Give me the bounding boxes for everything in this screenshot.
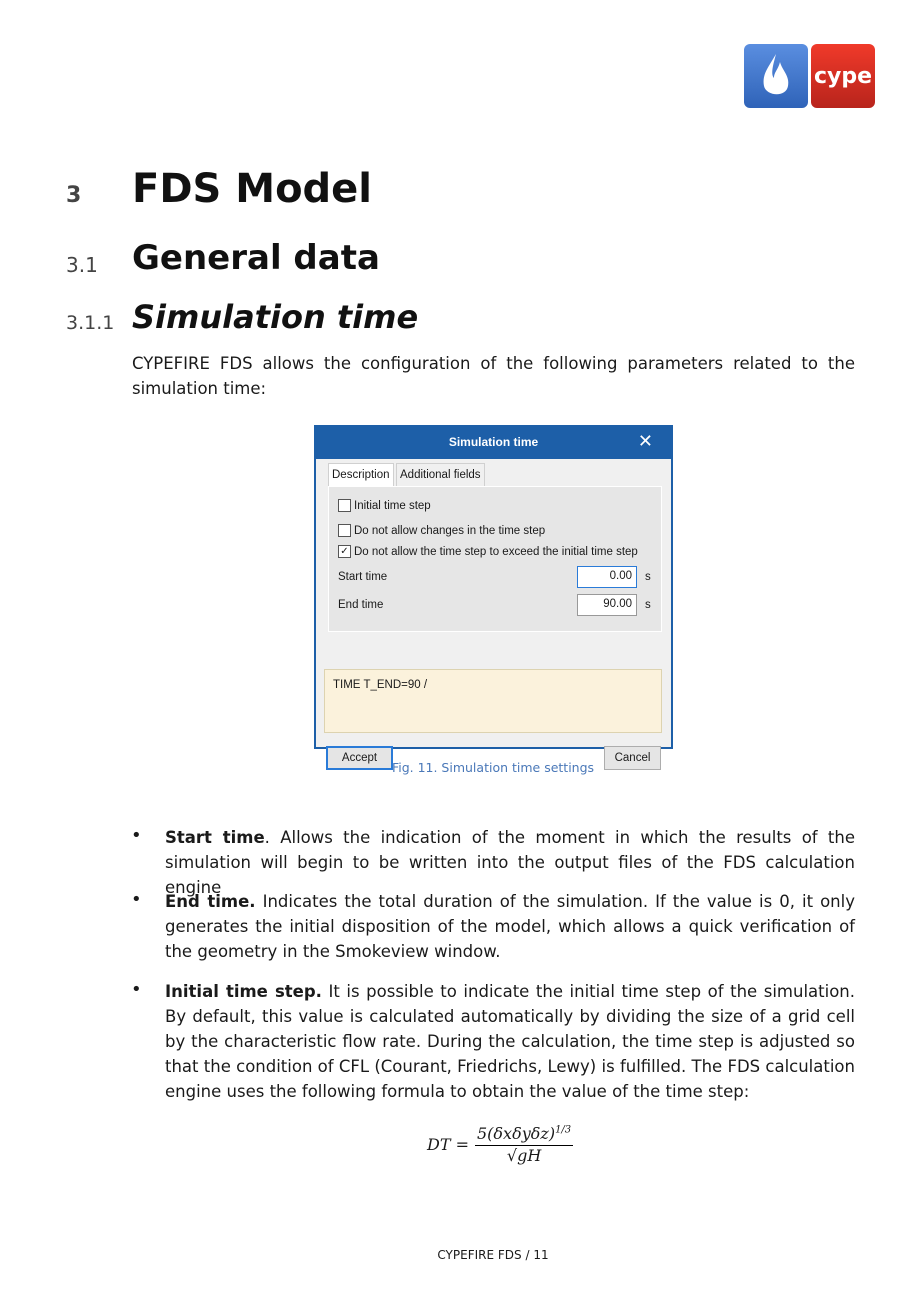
time-step-formula: DT = $\frac{5(\delta x\delta y\delta z)^{1/3}}{√gH}$ bbox=[427, 1124, 572, 1165]
start-time-input[interactable]: 0.00 bbox=[577, 566, 637, 588]
accept-button[interactable]: Accept bbox=[326, 746, 393, 770]
fds-code-preview: TIME T_END=90 / bbox=[324, 669, 662, 733]
list-item: • Start time. Allows the indication of the moment in which the results of the simulation will begin to be written into the output files of the FDS calculation engine bbox=[131, 825, 855, 897]
page-footer: CYPEFIRE FDS / 11 bbox=[437, 1248, 549, 1262]
start-time-label: Start time bbox=[338, 571, 388, 583]
chapter-title: FDS Model bbox=[132, 166, 373, 212]
simulation-time-dialog bbox=[314, 425, 673, 764]
heading-number: 3 bbox=[66, 183, 82, 208]
subsection-title: Simulation time bbox=[132, 298, 419, 336]
heading-number: 3.1 bbox=[66, 253, 98, 277]
heading-number: 3.1.1 bbox=[66, 312, 115, 334]
end-time-label: End time bbox=[338, 599, 384, 611]
cancel-button[interactable]: Cancel bbox=[604, 746, 661, 770]
cype-logo: cype bbox=[811, 44, 875, 108]
close-icon[interactable]: ✕ bbox=[637, 431, 653, 451]
checkbox-icon bbox=[338, 524, 351, 537]
checkbox-icon bbox=[338, 499, 351, 512]
list-item: • Initial time step. It is possible to indicate the initial time step of the simulation. By default, this value is calculated automatically by dividing the size of a grid cell by the characteristic flow rate. During the calculation, the time step is adjusted so that the condition of CFL (Courant, Friedrichs, Lewy) is fulfilled. The FDS calculation engine uses the following formula to obtain the value of the time step: bbox=[131, 979, 856, 1101]
dialog-title: Simulation time bbox=[448, 435, 539, 449]
end-time-input[interactable]: 90.00 bbox=[577, 594, 637, 616]
tab-description[interactable]: Description bbox=[328, 463, 394, 486]
unit-label: s bbox=[645, 571, 651, 583]
list-item: • End time. Indicates the total duration of the simulation. If the value is 0, it only generates the initial disposition of the model, which allows a quick verification of the geometry in the Smokeview window. bbox=[131, 889, 855, 961]
tab-additional-fields[interactable]: Additional fields bbox=[396, 463, 485, 487]
intro-paragraph: CYPEFIRE FDS allows the configuration of the following parameters related to the simulation time: bbox=[132, 354, 855, 398]
section-title: General data bbox=[132, 238, 380, 278]
unit-label: s bbox=[645, 599, 651, 611]
flame-icon bbox=[744, 44, 808, 108]
no-changes-checkbox[interactable]: Do not allow changes in the time step bbox=[338, 524, 545, 537]
checkmark-icon: ✓ bbox=[338, 545, 351, 558]
no-exceed-checkbox[interactable]: ✓ Do not allow the time step to exceed the initial time step bbox=[338, 545, 638, 558]
figure-caption: Fig. 11. Simulation time settings bbox=[391, 760, 595, 775]
initial-time-step-checkbox[interactable]: Initial time step bbox=[338, 499, 431, 512]
